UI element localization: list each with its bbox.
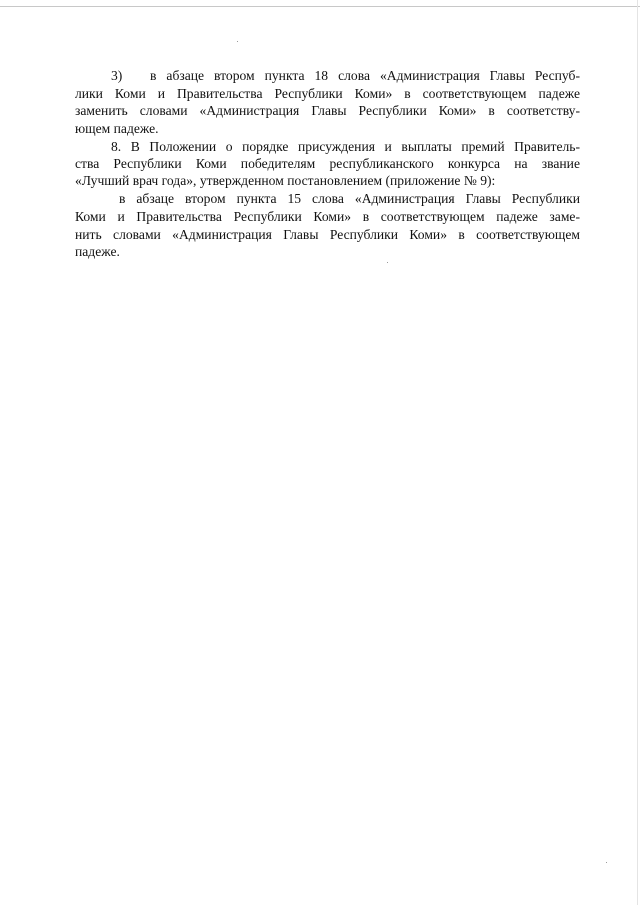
item-3-line-4: ющем падеже. <box>75 121 159 136</box>
item-3-line-2: лики Коми и Правительства Республики Коми» в соответствующем падеже <box>75 86 580 101</box>
scan-border-line <box>0 6 640 7</box>
item-3-number: 3) <box>111 68 123 83</box>
item-8-line-2: ства Республики Коми победителям республиканского конкурса на звание <box>75 156 580 171</box>
scan-speck <box>387 262 388 263</box>
item-8-sub-line-2: Коми и Правительства Республики Коми» в соответствующем падеже заме- <box>75 209 580 224</box>
scan-edge-shadow <box>637 0 638 905</box>
item-3-line-1: в абзаце втором пункта 18 слова «Администрация Главы Респуб- <box>150 68 580 83</box>
item-8-line-3: «Лучший врач года», утвержденном постановлением (приложение № 9): <box>75 173 496 188</box>
item-8-sub-line-4: падеже. <box>75 244 120 259</box>
item-8-line-1: 8. В Положении о порядке присуждения и выплаты премий Правитель- <box>111 139 580 154</box>
item-8-sub-line-3: нить словами «Администрация Главы Республики Коми» в соответствующем <box>75 227 580 242</box>
scan-speck <box>237 41 238 42</box>
scan-speck <box>606 862 607 863</box>
item-8-sub-line-1: в абзаце втором пункта 15 слова «Администрация Главы Республики <box>119 191 580 206</box>
item-3-line-3: заменить словами «Администрация Главы Республики Коми» в соответству- <box>75 103 580 118</box>
